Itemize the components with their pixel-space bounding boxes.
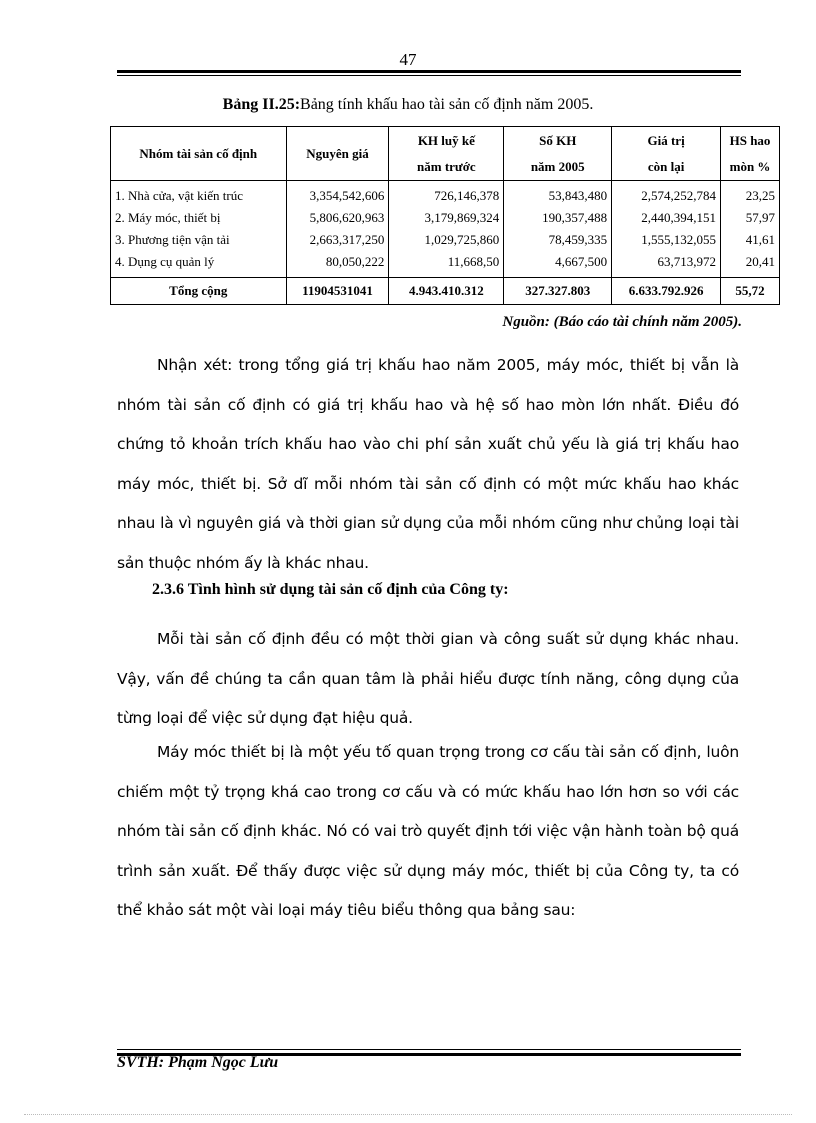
- table-cell: 20,41: [721, 251, 780, 278]
- table-cell: 80,050,222: [286, 251, 389, 278]
- column-header: HS hao mòn %: [721, 127, 780, 181]
- table-caption-title: Bảng tính khấu hao tài sản cố định năm 2005.: [300, 96, 594, 113]
- table-cell: 4,667,500: [504, 251, 612, 278]
- table-cell: 5,806,620,963: [286, 207, 389, 229]
- table-cell: 63,713,972: [612, 251, 721, 278]
- table-cell: 23,25: [721, 181, 780, 208]
- table-row: [111, 251, 780, 278]
- table-cell: 2,440,394,151: [612, 207, 721, 229]
- section-heading: 2.3.6 Tình hình sử dụng tài sản cố định của Công ty:: [152, 581, 509, 598]
- total-cell: 6.633.792.926: [612, 278, 721, 305]
- footer-rule-thin: [117, 1049, 741, 1050]
- table-caption: [0, 96, 816, 114]
- header-rule-thin: [117, 75, 741, 76]
- paragraph-remark: Nhận xét: trong tổng giá trị khấu hao năm 2005, máy móc, thiết bị vẫn là nhóm tài sản cố định có giá trị khấu hao và hệ số hao mòn lớn nhất. Điều đó chứng tỏ khoản trích khấu hao vào chi phí sản xuất chủ yếu là giá trị khấu hao máy móc, thiết bị. Sở dĩ mỗi nhóm tài sản cố định có một mức khấu hao khác nhau là vì nguyên giá và thời gian sử dụng của mỗi nhóm cũng như chủng loại tài sản thuộc nhóm ấy là khác nhau.: [117, 356, 739, 572]
- paragraph-machinery: Máy móc thiết bị là một yếu tố quan trọng trong cơ cấu tài sản cố định, luôn chiếm một tỷ trọng khá cao trong cơ cấu và có mức khấu hao lớn hơn so với các nhóm tài sản cố định khác. Nó có vai trò quyết định tới việc vận hành toàn bộ quá trình sản xuất. Để thấy được việc sử dụng máy móc, thiết bị của Công ty, ta có thể khảo sát một vài loại máy tiêu biểu thông qua bảng sau:: [117, 743, 739, 919]
- total-cell: 327.327.803: [504, 278, 612, 305]
- table-caption-label: Bảng II.25:: [222, 96, 301, 113]
- depreciation-table: [110, 126, 780, 305]
- table-cell: 1,029,725,860: [389, 229, 504, 251]
- column-header: KH luỹ kế năm trước: [389, 127, 504, 181]
- table-cell: 78,459,335: [504, 229, 612, 251]
- page-bottom-dotted-line: [24, 1114, 792, 1115]
- table-cell: 3. Phương tiện vận tải: [111, 229, 287, 251]
- table-row: [111, 229, 780, 251]
- table-row: [111, 181, 780, 208]
- table-cell: 2,574,252,784: [612, 181, 721, 208]
- total-cell: 55,72: [721, 278, 780, 305]
- total-cell: 11904531041: [286, 278, 389, 305]
- table-cell: 2. Máy móc, thiết bị: [111, 207, 287, 229]
- table-cell: 53,843,480: [504, 181, 612, 208]
- table-cell: 57,97: [721, 207, 780, 229]
- table-cell: 1. Nhà cửa, vật kiến trúc: [111, 181, 287, 208]
- table-cell: 190,357,488: [504, 207, 612, 229]
- total-cell: 4.943.410.312: [389, 278, 504, 305]
- footer-author: SVTH: Phạm Ngọc Lưu: [117, 1054, 279, 1071]
- page-number: 47: [399, 50, 417, 69]
- total-cell: Tổng cộng: [111, 278, 287, 305]
- table-cell: 4. Dụng cụ quản lý: [111, 251, 287, 278]
- table-total-row: [111, 278, 780, 305]
- column-header: Số KH năm 2005: [504, 127, 612, 181]
- paragraph-intro: Mỗi tài sản cố định đều có một thời gian và công suất sử dụng khác nhau. Vậy, vấn đề chúng ta cần quan tâm là phải hiểu được tính năng, công dụng của từng loại để việc sử dụng đạt hiệu quả.: [117, 630, 739, 727]
- table-cell: 41,61: [721, 229, 780, 251]
- table-source-note: Nguồn: (Báo cáo tài chính năm 2005).: [502, 314, 742, 330]
- table-header-row: [111, 127, 780, 181]
- table-cell: 726,146,378: [389, 181, 504, 208]
- column-header: Giá trị còn lại: [612, 127, 721, 181]
- table-row: [111, 207, 780, 229]
- header-rule-thick: [117, 70, 741, 73]
- column-header: Nguyên giá: [286, 127, 389, 181]
- column-header: Nhóm tài sản cố định: [111, 127, 287, 181]
- table-cell: 2,663,317,250: [286, 229, 389, 251]
- table-cell: 3,354,542,606: [286, 181, 389, 208]
- table-cell: 3,179,869,324: [389, 207, 504, 229]
- table-cell: 1,555,132,055: [612, 229, 721, 251]
- table-cell: 11,668,50: [389, 251, 504, 278]
